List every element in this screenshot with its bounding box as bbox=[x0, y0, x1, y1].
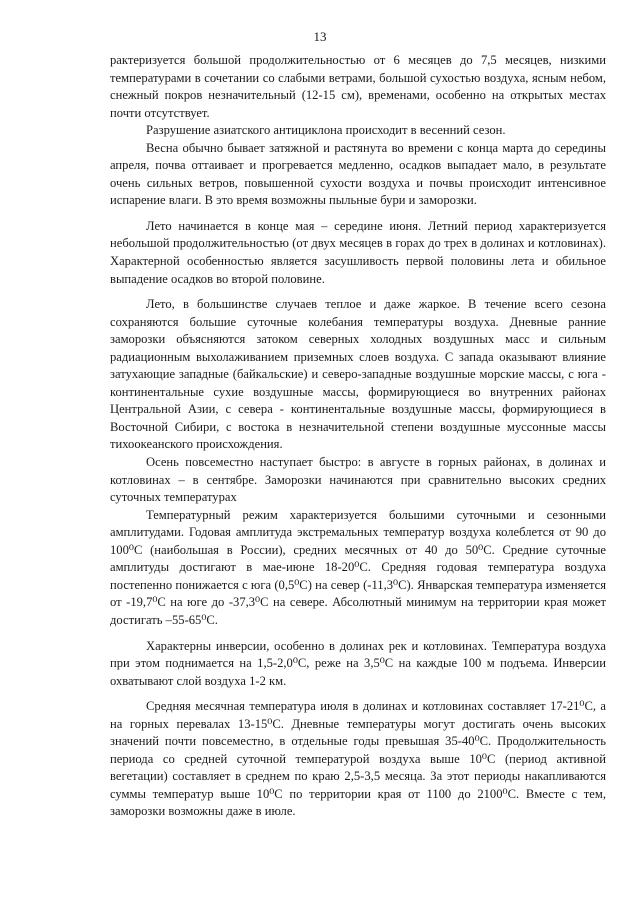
paragraph-anticyclone: Разрушение азиатского антициклона происходит в весенний сезон. bbox=[146, 123, 506, 138]
paragraph-inversions: Характерны инверсии, особенно в долинах рек и котловинах. Температура воздуха при этом поднимается на 1,5-2,0⁰С, реже на 3,5⁰С на каждые 100 м подъема. Инверсии охватывают слой воздуха 1-2 км. bbox=[110, 638, 606, 688]
paragraph-summer-conditions: Лето, в большинстве случаев теплое и даже жаркое. В течение всего сезона сохраняются большие суточные колебания температуры воздуха. Дневные ранние заморозки объясняются затоком северных холодных воздушных масс и сильным радиационным выхолаживанием приземных слоев воздуха. С запада оказывают влияние затухающие западные (байкальские) и северо-западные воздушные морские массы, с юга - континентальные сухие воздушные массы, формирующиеся во внутренних районах Центральной Азии, с севера - континентальные воздушные массы, формирующиеся в Восточной Сибири, с востока в незначительной степени воздушные муссонные массы тихоокеанского происхождения. bbox=[110, 297, 606, 452]
page-number: 13 bbox=[313, 29, 327, 44]
paragraph-winter-continued: рактеризуется большой продолжительностью от 6 месяцев до 7,5 месяцев, низкими температурами в сочетании со слабыми ветрами, большой сухостью воздуха, ясным небом, снежный покров незначительный (12-15 см), временами, особенно на открытых местах почти отсутствует. bbox=[110, 53, 606, 120]
paragraph-july-temperature: Средняя месячная температура июля в долинах и котловинах составляет 17-21⁰С, а на горных перевалах 13-15⁰С. Дневные температуры могут достигать очень высоких значений почти повсеместно, в отдельные годы превышая 35-40⁰С. Продолжительность периода со средней суточной температурой воздуха выше 10⁰С (период активной вегетации) составляет в среднем по краю 2,5-3,5 месяца. За этот периоды накапливаются суммы температур выше 10⁰С по территории края от 1100 до 2100⁰С. Вместе с тем, заморозки возможны даже в июле. bbox=[110, 699, 606, 819]
paragraph-summer-start: Лето начинается в конце мая – середине июня. Летний период характеризуется небольшой продолжительностью (от двух месяцев в горах до трех в долинах и котловинах). Характерной особенностью является засушливость первой половины лета и обильное выпадение осадков во второй половине. bbox=[110, 218, 606, 286]
paragraph-spring: Весна обычно бывает затяжной и растянута во времени с конца марта до середины апреля, почва оттаивает и прогревается медленно, осадков выпадает мало, в результате очень сильных ветров, повышенной сухости воздуха и почвы происходит интенсивное испарение влаги. В это время возможны пыльные бури и заморозки. bbox=[110, 140, 606, 208]
body-text bbox=[110, 52, 606, 821]
paragraph-autumn: Осень повсеместно наступает быстро: в августе в горных районах, в долинах и котловинах – в сентябре. Заморозки начинаются при сравнительно высоких средних суточных температурах bbox=[110, 455, 606, 505]
paragraph-temperature-regime: Температурный режим характеризуется большими суточными и сезонными амплитудами. Годовая амплитуда экстремальных температур воздуха колеблется от 90 до 100⁰С (наибольшая в России), средних месячных от 40 до 50⁰С. Средние суточные амплитуды достигают в мае-июне 18-20⁰С. Средняя годовая температура воздуха постепенно понижается с юга (0,5⁰С) на север (-11,3⁰С). Январская температура изменяется от -19,7⁰С на юге до -37,3⁰С на севере. Абсолютный минимум на территории края может достигать –55-65⁰С. bbox=[110, 507, 606, 627]
